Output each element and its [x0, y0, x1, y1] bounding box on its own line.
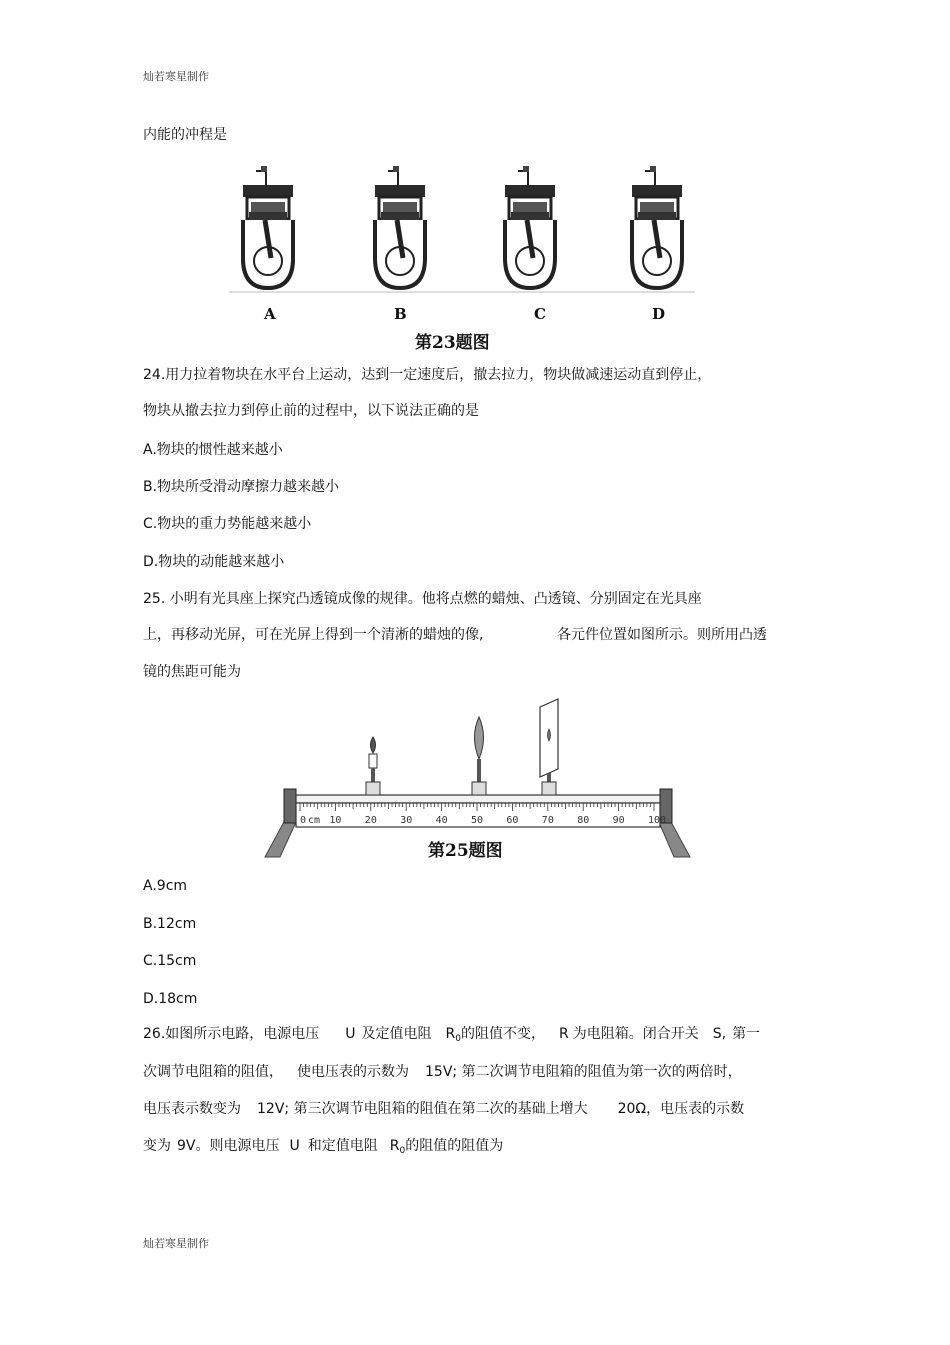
page-footer: 灿若寒星制作	[143, 1237, 209, 1250]
engine-stroke-c	[505, 166, 555, 296]
q25-line-2b: 各元件位置如图所示。则所用凸透	[557, 627, 767, 643]
page-header: 灿若寒星制作	[143, 70, 209, 83]
q25-line-1: 25. 小明有光具座上探究凸透镜成像的规律。他将点燃的蜡烛、凸透镜、分别固定在光具座	[143, 591, 702, 607]
scale-label: 40	[435, 815, 448, 826]
q24-option-d: D.物块的动能越来越小	[143, 554, 285, 570]
light-screen	[540, 699, 558, 795]
engine-stroke-b	[375, 166, 425, 296]
q25-option-a: A.9cm	[143, 878, 188, 894]
scale-label: 10	[329, 815, 342, 826]
scale-label: 0	[300, 815, 307, 826]
q26-line-1: 26.如图所示电路，电源电压 U 及定值电阻 $R_0$的阻值不变， R 为电阻箱。闭合开关 S, 第一	[143, 1026, 761, 1044]
figure-23	[225, 160, 700, 355]
q25-line-3: 镜的焦距可能为	[143, 664, 241, 680]
scale-unit: cm	[308, 815, 321, 826]
q25-option-b: B.12cm	[143, 916, 197, 932]
scale-label: 50	[471, 815, 484, 826]
candle	[366, 737, 380, 795]
engine-stroke-a	[243, 166, 293, 296]
q25-option-d: D.18cm	[143, 991, 198, 1007]
scale-label: 80	[577, 815, 590, 826]
scale-label: 30	[400, 815, 413, 826]
q25-option-c: C.15cm	[143, 953, 197, 969]
option-label-c: C	[534, 305, 546, 323]
q24-option-a: A.物块的惯性越来越小	[143, 442, 283, 458]
scale-label: 70	[541, 815, 554, 826]
option-label-d: D	[652, 305, 666, 323]
q24-option-c: C.物块的重力势能越来越小	[143, 516, 312, 532]
scale-label: 100	[648, 815, 667, 826]
option-label-a: A	[264, 305, 276, 323]
convex-lens	[472, 717, 486, 795]
figure-25-caption: 第25题图	[428, 841, 503, 861]
q24-option-b: B.物块所受滑动摩擦力越来越小	[143, 479, 340, 495]
engine-stroke-d	[632, 166, 682, 296]
q24-line-1: 24.用力拉着物块在水平台上运动，达到一定速度后，撤去拉力，物块做减速运动直到停止，	[143, 367, 712, 383]
figure-23-caption: 第23题图	[415, 333, 490, 353]
scale-label: 60	[506, 815, 519, 826]
q23-question-tail: 内能的冲程是	[143, 127, 227, 143]
option-label-b: B	[394, 305, 407, 323]
scale-label: 20	[364, 815, 377, 826]
q25-line-2a: 上，再移动光屏，可在光屏上得到一个清淅的蜡烛的像,	[143, 627, 484, 643]
q26-line-2: 次调节电阻箱的阻值， 使电压表的示数为 15V; 第二次调节电阻箱的阻值为第一次的两倍时，	[143, 1064, 742, 1080]
q26-line-4: 变为 9V。则电源电压 U 和定值电阻 $R_0$的阻值的阻值为	[143, 1138, 504, 1156]
q26-line-3: 电压表示数变为 12V; 第三次调节电阻箱的阻值在第二次的基础上增大 20Ω，电压表的示数	[143, 1101, 745, 1117]
q24-line-2: 物块从撤去拉力到停止前的过程中，以下说法正确的是	[143, 403, 479, 419]
scale-label: 90	[612, 815, 625, 826]
